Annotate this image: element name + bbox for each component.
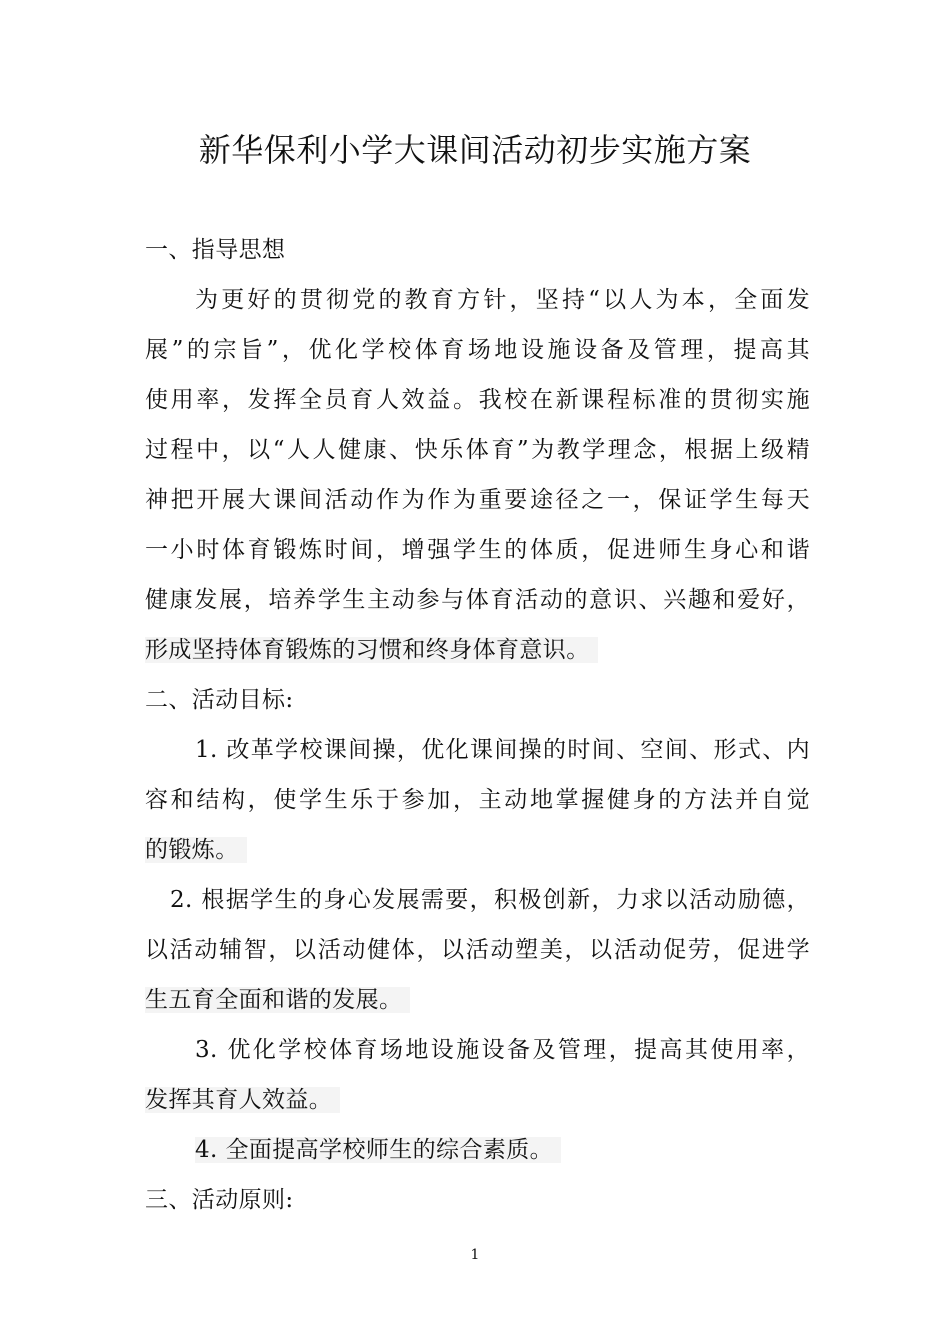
- paragraph-line: 神把开展大课间活动作为作为重要途径之一，保证学生每天: [145, 487, 810, 513]
- document-body: [145, 225, 810, 1225]
- paragraph-line: 为更好的贯彻党的教育方针，坚持“以人为本，全面发: [195, 287, 810, 313]
- goal-item-2-line: 以活动辅智，以活动健体，以活动塑美，以活动促劳，促进学: [145, 937, 810, 963]
- goal-item-3-line: 3. 优化学校体育场地设施设备及管理，提高其使用率，: [195, 1037, 810, 1063]
- paragraph-line: 使用率，发挥全员育人效益。我校在新课程标准的贯彻实施: [145, 387, 810, 413]
- paragraph-line: 形成坚持体育锻炼的习惯和终身体育意识。: [145, 637, 598, 663]
- goal-item-2-line: 2. 根据学生的身心发展需要，积极创新，力求以活动励德，: [170, 887, 810, 913]
- goal-item-3-line: 发挥其育人效益。: [145, 1087, 340, 1113]
- goal-item-1-line: 1. 改革学校课间操，优化课间操的时间、空间、形式、内: [195, 737, 810, 763]
- section-heading-guiding-ideology: 一、指导思想: [145, 237, 286, 263]
- goal-item-1-line: 的锻炼。: [145, 837, 247, 863]
- paragraph-line: 健康发展，培养学生主动参与体育活动的意识、兴趣和爱好，: [145, 587, 810, 613]
- document-title: 新华保利小学大课间活动初步实施方案: [198, 131, 752, 169]
- section-heading-activity-goals: 二、活动目标:: [145, 687, 294, 713]
- section-heading-activity-principles: 三、活动原则:: [145, 1187, 294, 1213]
- paragraph-line: 过程中，以“人人健康、快乐体育”为教学理念，根据上级精: [145, 437, 810, 463]
- goal-item-1-line: 容和结构，使学生乐于参加，主动地掌握健身的方法并自觉: [145, 787, 810, 813]
- goal-item-4-line: 4. 全面提高学校师生的综合素质。: [195, 1137, 561, 1163]
- page-number: 1: [470, 1247, 480, 1263]
- paragraph-line: 展”的宗旨”，优化学校体育场地设施设备及管理，提高其: [145, 337, 810, 363]
- paragraph-line: 一小时体育锻炼时间，增强学生的体质，促进师生身心和谐: [145, 537, 810, 563]
- goal-item-2-line: 生五育全面和谐的发展。: [145, 987, 410, 1013]
